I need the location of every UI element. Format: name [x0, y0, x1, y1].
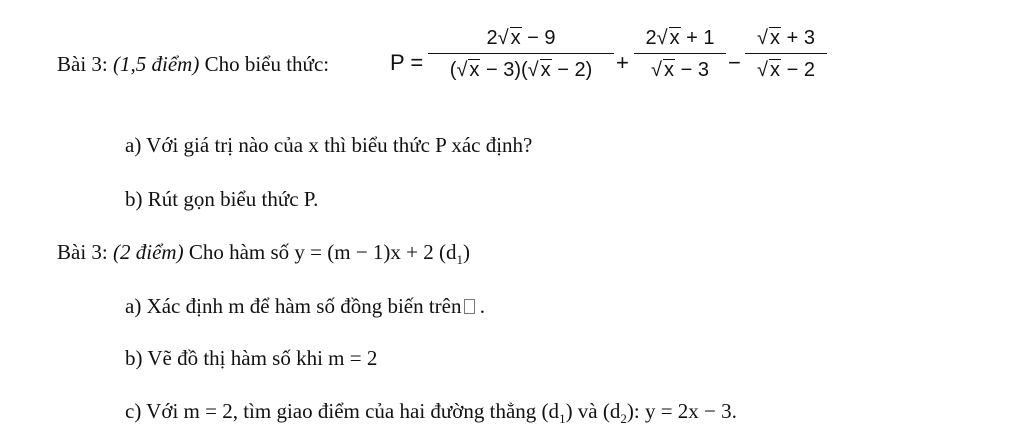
- fraction-2-denominator: √ x − 3: [651, 59, 709, 82]
- exercise-2-item-a: a) Xác định m để hàm số đồng biến trên .: [125, 294, 485, 318]
- fraction-1-bar: [428, 53, 614, 54]
- plus-sign: +: [616, 50, 629, 75]
- exercise-2-item-c: c) Với m = 2, tìm giao điểm của hai đường thẳng $(d_1)$ và $(d_2)$: y = 2x − 3.: [125, 399, 737, 427]
- fraction-3-bar: [745, 53, 827, 54]
- fraction-1-denominator: (√ x − 3)(√ x − 2): [449, 59, 593, 82]
- exercise-2-item-b: b) Vẽ đồ thị hàm số khi m = 2: [125, 346, 378, 370]
- exercise-1-label: Bài 3:: [57, 52, 108, 76]
- exercise-1-points: (1,5 điểm): [113, 52, 200, 76]
- exercise-2-heading: [57, 239, 470, 273]
- fraction-3-numerator: √ x + 3: [757, 27, 815, 49]
- fraction-1: [428, 26, 614, 82]
- exercise-1-heading: [57, 51, 329, 77]
- exercise-1-item-a: a) Với giá trị nào của x thì biểu thức P xác định?: [125, 133, 533, 157]
- p-label: P =: [390, 50, 424, 75]
- exercise-1-prompt: Cho biểu thức:: [204, 52, 330, 76]
- exercise-2-label: Bài 3:: [57, 240, 108, 264]
- fraction-3: [745, 26, 827, 82]
- fraction-2-bar: [634, 53, 726, 54]
- fraction-2-numerator: 2√ x + 1: [645, 27, 715, 49]
- exercise-2-prompt: Cho hàm số y = (m − 1)x + 2 $(d_1)$: [188, 240, 470, 268]
- exercise-1-item-b: b) Rút gọn biểu thức P.: [125, 187, 319, 211]
- missing-symbol-glyph: [464, 299, 475, 314]
- minus-sign: −: [728, 50, 741, 75]
- fraction-1-numerator: 2√ x − 9: [486, 27, 556, 49]
- fraction-3-denominator: √ x − 2: [757, 59, 815, 82]
- exercise-2-points: (2 điểm): [113, 240, 184, 264]
- fraction-2: [634, 26, 726, 82]
